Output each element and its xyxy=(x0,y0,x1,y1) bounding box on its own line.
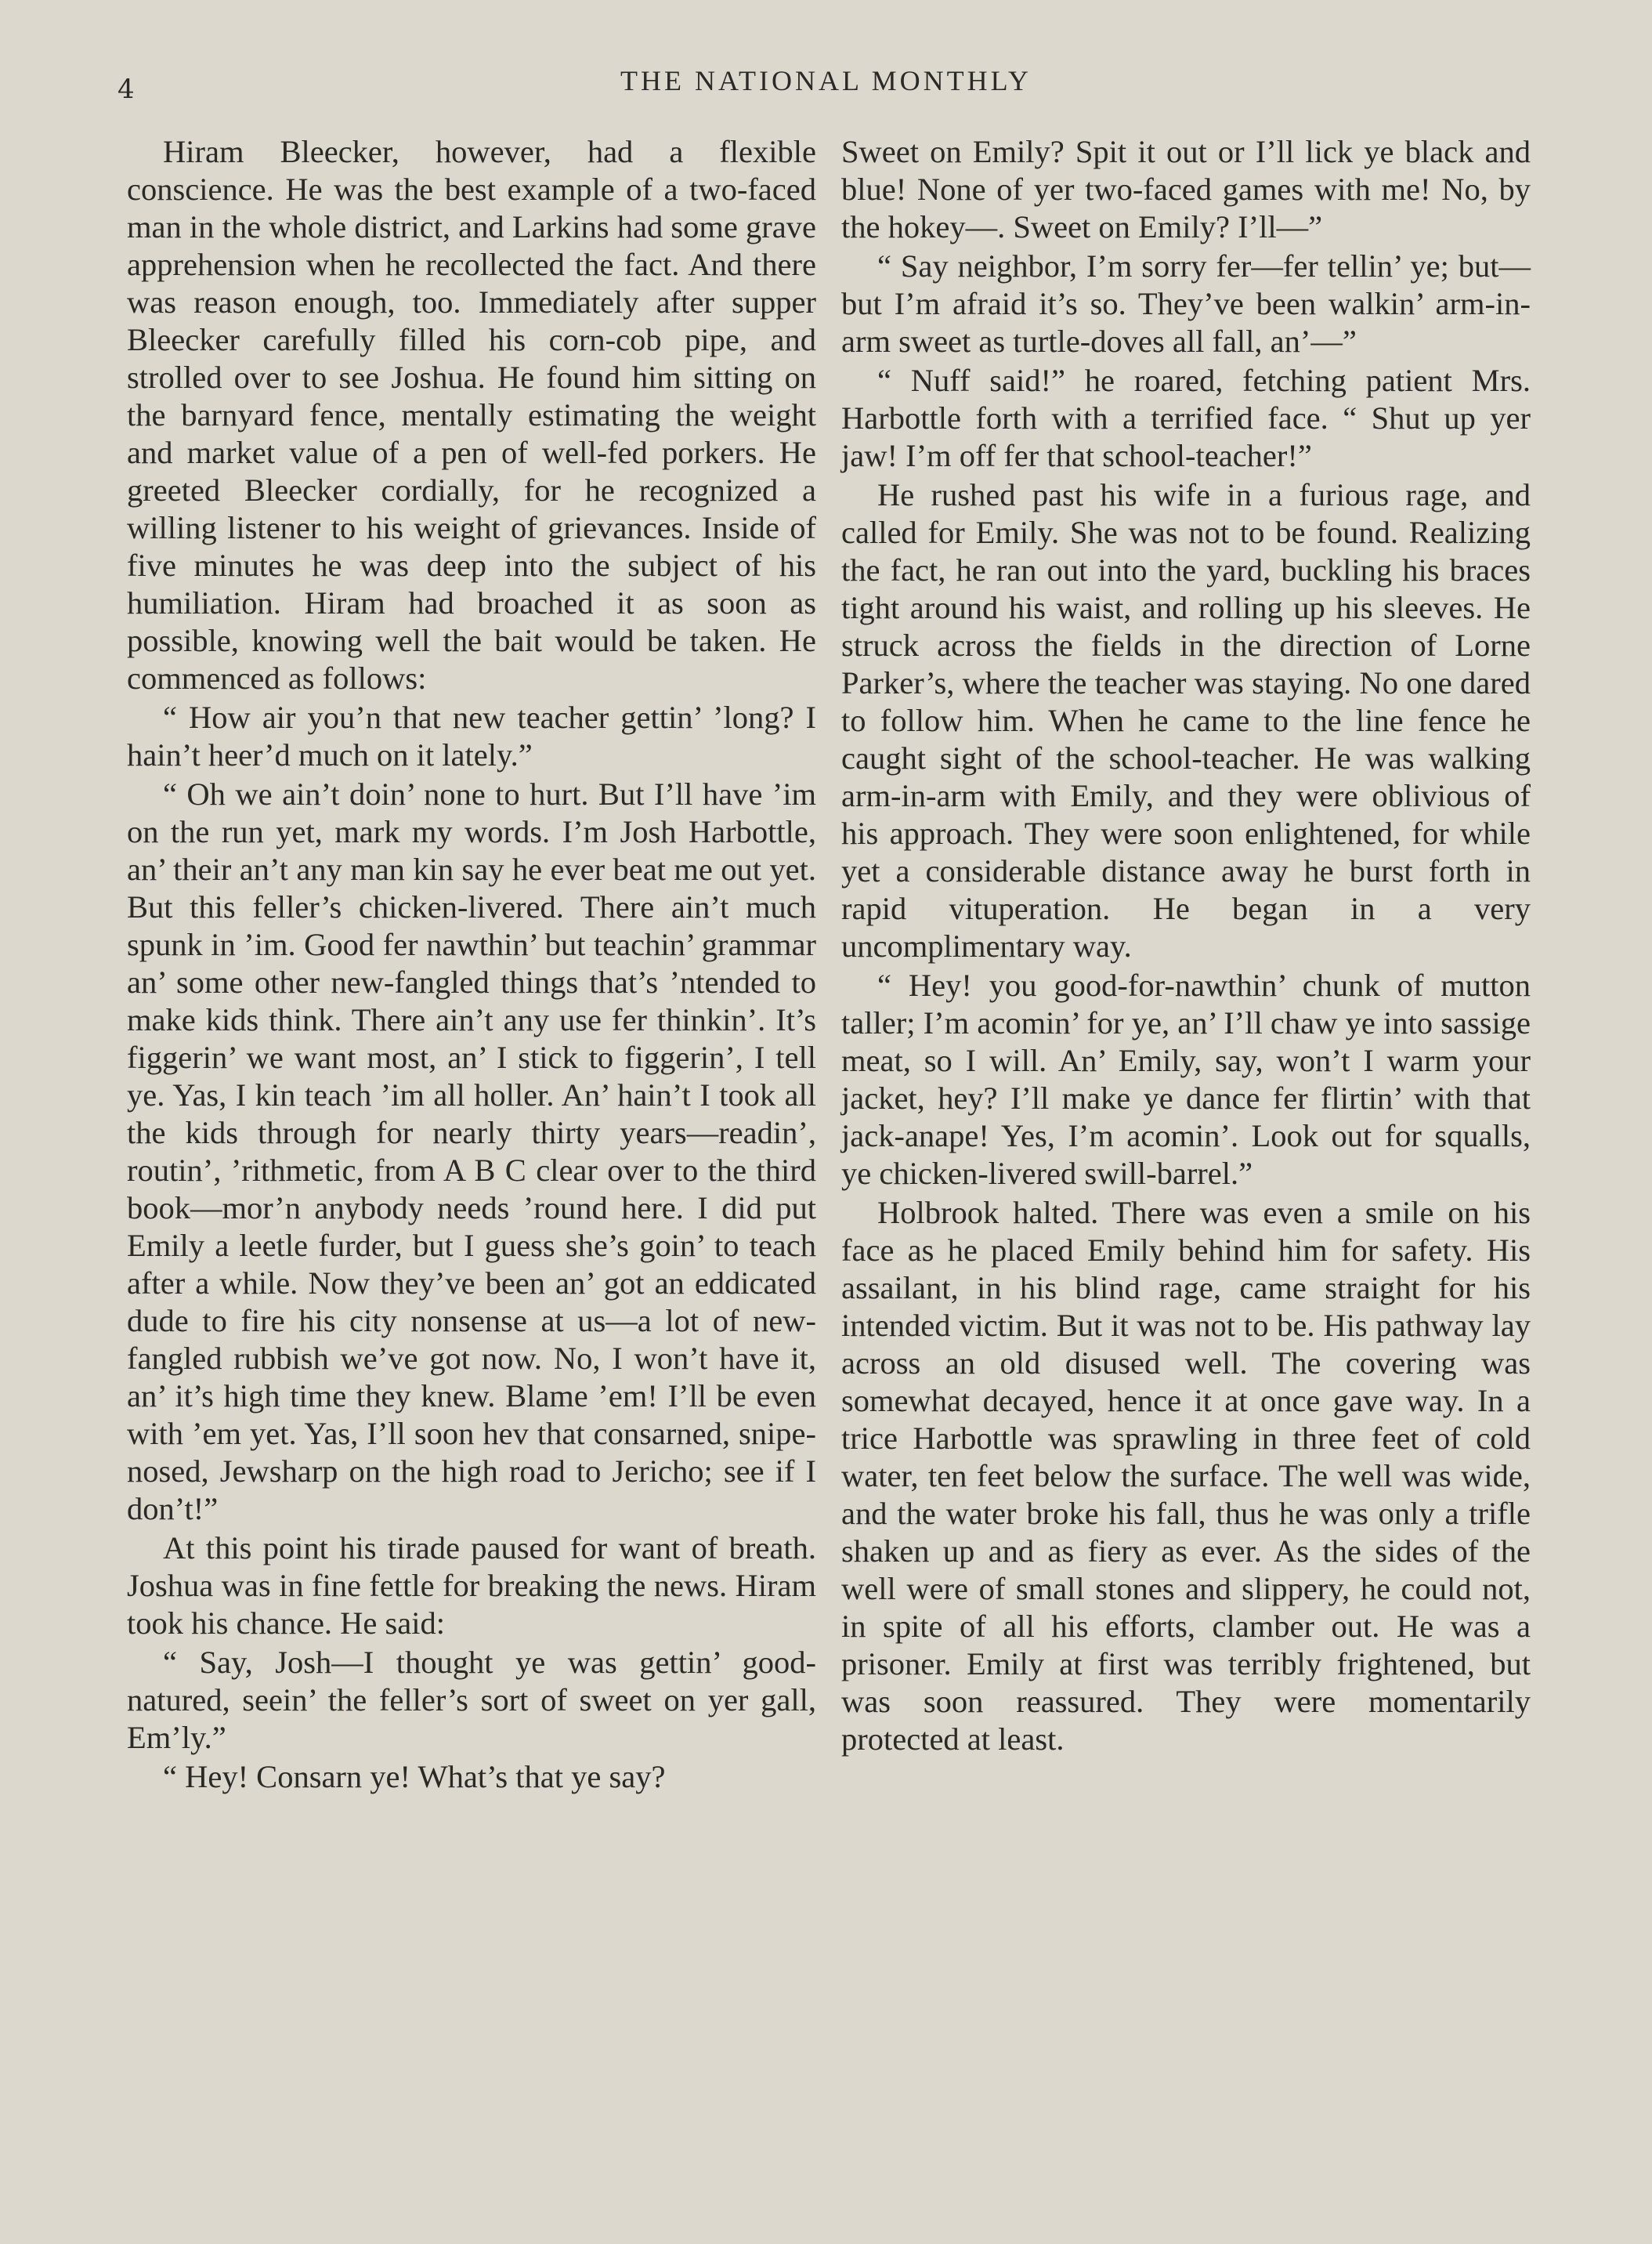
paragraph: “ How air you’n that new teacher gettin’ ’long? I hain’t heer’d much on it lately.” xyxy=(127,700,816,773)
paragraph: At this point his tirade paused for want of breath. Joshua was in fine fettle for breaking the news. Hiram took his chance. He said: xyxy=(127,1530,816,1641)
paragraph: “ Hey! you good-for-nawthin’ chunk of mutton taller; I’m acomin’ for ye, an’ I’ll chaw ye into sassige meat, so I will. An’ Emily, say, won’t I warm your jacket, hey? I’ll make ye dance fer flirtin’ with that jack-anape! Yes, I’m acomin’. Look out for squalls, ye chicken-livered swill-barrel.” xyxy=(841,968,1531,1191)
continued-paragraph: Sweet on Emily? Spit it out or I’ll lick ye black and blue! None of yer two-faced games with me! No, by the hokey—. Sweet on Emily? I’ll—” xyxy=(841,134,1531,244)
right-column xyxy=(841,133,1531,1760)
page-number: 4 xyxy=(117,74,136,105)
paragraph: Holbrook halted. There was even a smile on his face as he placed Emily behind him for safety. His assailant, in his blind rage, came straight for his intended victim. But it was not to be. His pathway lay across an old disused well. The covering was somewhat decayed, hence it at once gave way. In a trice Harbottle was sprawling in three feet of cold water, ten feet below the surface. The well was wide, and the water broke his fall, thus he was only a trifle shaken up and as fiery as ever. As the sides of the well were of small stones and slippery, he could not, in spite of all his efforts, clamber out. He was a prisoner. Emily at first was terribly frightened, but was soon reassured. They were momentarily protected at least. xyxy=(841,1195,1531,1757)
journal-title: THE NATIONAL MONTHLY xyxy=(620,65,1032,96)
paragraph: Hiram Bleecker, however, had a flexible conscience. He was the best example of a two-faced man in the whole district, and Larkins had some grave apprehension when he recollected the fact. And there was reason enough, too. Immediately after supper Bleecker carefully filled his corn-cob pipe, and strolled over to see Joshua. He found him sitting on the barnyard fence, mentally estimating the weight and market value of a pen of well-fed porkers. He greeted Bleecker cordially, for he recognized a willing listener to his weight of grievances. Inside of five minutes he was deep into the subject of his humiliation. Hiram had broached it as soon as possible, knowing well the bait would be taken. He commenced as follows: xyxy=(127,134,816,696)
paragraph: He rushed past his wife in a furious rage, and called for Emily. She was not to be found. Realizing the fact, he ran out into the yard, buckling his braces tight around his waist, and rolling up his sleeves. He struck across the fields in the direction of Lorne Parker’s, where the teacher was staying. No one dared to follow him. When he came to the line fence he caught sight of the school-teacher. He was walking arm-in-arm with Emily, and they were oblivious of his approach. They were soon enlightened, for while yet a considerable distance away he burst forth in rapid vituperation. He began in a very uncomplimentary way. xyxy=(841,477,1531,964)
paragraph: “ Nuff said!” he roared, fetching patient Mrs. Harbottle forth with a terrified face. “ Shut up yer jaw! I’m off fer that school-teacher!” xyxy=(841,363,1531,473)
left-column xyxy=(127,133,816,1797)
paragraph: “ Say, Josh—I thought ye was gettin’ good-natured, seein’ the feller’s sort of sweet on yer gall, Em’ly.” xyxy=(127,1645,816,1755)
running-head xyxy=(0,63,1652,105)
paragraph: “ Say neighbor, I’m sorry fer—fer tellin’ ye; but—but I’m afraid it’s so. They’ve been walkin’ arm-in-arm sweet as turtle-doves all fall, an’—” xyxy=(841,248,1531,359)
paragraph: “ Oh we ain’t doin’ none to hurt. But I’ll have ’im on the run yet, mark my words. I’m Josh Harbottle, an’ their an’t any man kin say he ever beat me out yet. But this feller’s chicken-livered. There ain’t much spunk in ’im. Good fer nawthin’ but teachin’ grammar an’ some other new-fangled things that’s ’ntended to make kids think. There ain’t any use fer thinkin’. It’s figgerin’ we want most, an’ I stick to figgerin’, I tell ye. Yas, I kin teach ’im all holler. An’ hain’t I took all the kids through for nearly thirty years—readin’, routin’, ’rithmetic, from A B C clear over to the third book—mor’n anybody needs ’round here. I did put Emily a leetle furder, but I guess she’s goin’ to teach after a while. Now they’ve been an’ got an eddicated dude to fire his city nonsense at us—a lot of new-fangled rubbish we’ve got now. No, I won’t have it, an’ it’s high time they knew. Blame ’em! I’ll be even with ’em yet. Yas, I’ll soon hev that consarned, snipe-nosed, Jewsharp on the high road to Jericho; see if I don’t!” xyxy=(127,776,816,1526)
paragraph: “ Hey! Consarn ye! What’s that ye say? xyxy=(163,1759,666,1794)
